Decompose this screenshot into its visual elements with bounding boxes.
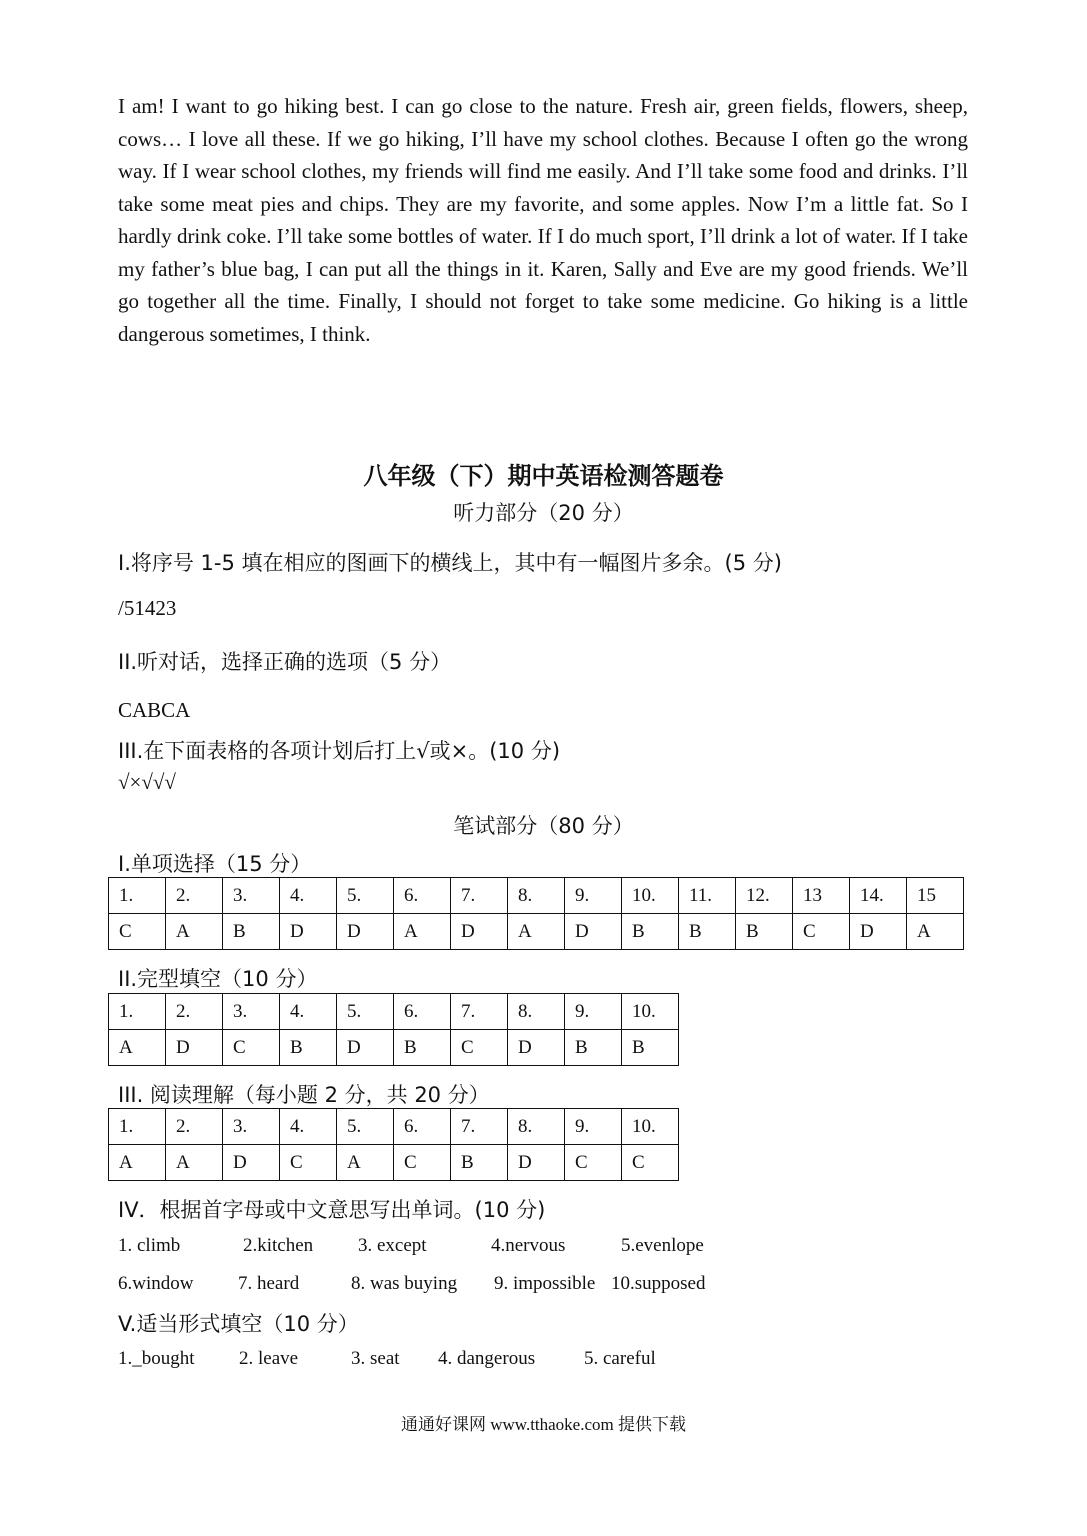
- question-number-cell: 9.: [565, 994, 622, 1030]
- answer-cell: D: [223, 1145, 280, 1181]
- answer-row: [109, 1145, 679, 1181]
- question-number-cell: 7.: [451, 1109, 508, 1145]
- answer-cell: D: [508, 1145, 565, 1181]
- question-number-cell: 10.: [622, 878, 679, 914]
- listening-q3-answer: √×√√√: [118, 770, 176, 794]
- answer-cell: C: [793, 914, 850, 950]
- answer-cell: D: [280, 914, 337, 950]
- word-answer: 9. impossible: [494, 1273, 596, 1294]
- answer-cell: D: [451, 914, 508, 950]
- section2-answer-table: [108, 993, 679, 1066]
- word-answer: 4. dangerous: [438, 1348, 536, 1369]
- word-answer: 2.kitchen: [243, 1235, 314, 1256]
- answer-cell: B: [451, 1145, 508, 1181]
- question-number-cell: 9.: [565, 878, 622, 914]
- answer-cell: B: [679, 914, 736, 950]
- answer-cell: D: [508, 1030, 565, 1066]
- section4-words-row1: [118, 1235, 761, 1257]
- answer-cell: A: [109, 1145, 166, 1181]
- word-answer: 1. climb: [118, 1235, 181, 1256]
- question-number-cell: 3.: [223, 878, 280, 914]
- answer-cell: A: [337, 1145, 394, 1181]
- question-number-cell: 7.: [451, 878, 508, 914]
- question-number-cell: 8.: [508, 1109, 565, 1145]
- question-number-row: [109, 878, 964, 914]
- question-number-cell: 4.: [280, 1109, 337, 1145]
- answer-cell: B: [280, 1030, 337, 1066]
- answer-cell: B: [565, 1030, 622, 1066]
- answer-sheet-title: 八年级（下）期中英语检测答题卷: [363, 462, 724, 490]
- answer-cell: C: [394, 1145, 451, 1181]
- answer-cell: B: [622, 1030, 679, 1066]
- question-number-cell: 10.: [622, 994, 679, 1030]
- section1-label: I.单项选择（15 分）: [118, 852, 312, 876]
- listening-heading: 听力部分（20 分）: [453, 501, 634, 525]
- answer-cell: D: [166, 1030, 223, 1066]
- section4-words-row2: [118, 1273, 751, 1295]
- listening-q1-label: I.将序号 1-5 填在相应的图画下的横线上，其中有一幅图片多余。(5 分): [118, 551, 782, 575]
- answer-cell: C: [565, 1145, 622, 1181]
- question-number-cell: 4.: [280, 994, 337, 1030]
- section3-label: III. 阅读理解（每小题 2 分，共 20 分）: [118, 1083, 490, 1107]
- footer-credit: 通通好课网 www.tthaoke.com 提供下载: [400, 1415, 687, 1434]
- section5-words-row1: [118, 1348, 694, 1370]
- answer-cell: A: [907, 914, 964, 950]
- question-number-cell: 5.: [337, 1109, 394, 1145]
- section2-label: II.完型填空（10 分）: [118, 967, 318, 991]
- answer-cell: B: [223, 914, 280, 950]
- answer-cell: D: [565, 914, 622, 950]
- listening-q3-label: III.在下面表格的各项计划后打上√或×。(10 分): [118, 739, 561, 763]
- listening-q1-answer: /51423: [118, 596, 177, 620]
- word-answer: 5.evenlope: [621, 1235, 704, 1256]
- word-answer: 4.nervous: [491, 1235, 566, 1256]
- answer-cell: C: [223, 1030, 280, 1066]
- question-number-cell: 2.: [166, 1109, 223, 1145]
- answer-cell: D: [337, 914, 394, 950]
- answer-cell: C: [451, 1030, 508, 1066]
- answer-cell: A: [166, 914, 223, 950]
- word-answer: 1._bought: [118, 1348, 195, 1369]
- answer-cell: C: [280, 1145, 337, 1181]
- question-number-cell: 12.: [736, 878, 793, 914]
- question-number-cell: 3.: [223, 994, 280, 1030]
- answer-cell: A: [166, 1145, 223, 1181]
- listening-q2-answer: CABCA: [118, 698, 191, 722]
- question-number-cell: 6.: [394, 878, 451, 914]
- word-answer: 8. was buying: [351, 1273, 458, 1294]
- question-number-cell: 2.: [166, 994, 223, 1030]
- answer-cell: D: [850, 914, 907, 950]
- question-number-cell: 1.: [109, 994, 166, 1030]
- answer-row: [109, 914, 964, 950]
- written-heading: 笔试部分（80 分）: [453, 814, 634, 838]
- word-answer: 7. heard: [238, 1273, 300, 1294]
- question-number-cell: 6.: [394, 1109, 451, 1145]
- section4-label: IV．根据首字母或中文意思写出单词。(10 分): [118, 1198, 546, 1222]
- question-number-cell: 5.: [337, 994, 394, 1030]
- question-number-cell: 3.: [223, 1109, 280, 1145]
- question-number-cell: 1.: [109, 878, 166, 914]
- word-answer: 2. leave: [239, 1348, 299, 1369]
- answer-cell: B: [394, 1030, 451, 1066]
- answer-cell: C: [109, 914, 166, 950]
- question-number-cell: 8.: [508, 994, 565, 1030]
- question-number-row: [109, 994, 679, 1030]
- answer-cell: B: [736, 914, 793, 950]
- question-number-cell: 13: [793, 878, 850, 914]
- word-answer: 10.supposed: [611, 1273, 706, 1294]
- question-number-row: [109, 1109, 679, 1145]
- answer-cell: A: [394, 914, 451, 950]
- question-number-cell: 11.: [679, 878, 736, 914]
- essay-paragraph: I am! I want to go hiking best. I can go close to the nature. Fresh air, green fields, flowers, sheep, cows… I love all these. If we go hiking, I’ll have my school clothes. Because I often go the wrong way. If I wear school clothes, my friends will find me easily. And I’ll take some food and drinks. I’ll take some meat pies and chips. They are my favorite, and some apples. Now I’m a little fat. So I hardly drink coke. I’ll take some bottles of water. If I do much sport, I’ll drink a lot of water. If I take my father’s blue bag, I can put all the things in it. Karen, Sally and Eve are my good friends. We’ll go together all the time. Finally, I should not forget to take some medicine. Go hiking is a little dangerous sometimes, I think.: [118, 94, 968, 346]
- word-answer: 3. seat: [351, 1348, 400, 1369]
- question-number-cell: 2.: [166, 878, 223, 914]
- question-number-cell: 14.: [850, 878, 907, 914]
- question-number-cell: 9.: [565, 1109, 622, 1145]
- question-number-cell: 10.: [622, 1109, 679, 1145]
- question-number-cell: 4.: [280, 878, 337, 914]
- word-answer: 5. careful: [584, 1348, 656, 1369]
- question-number-cell: 1.: [109, 1109, 166, 1145]
- question-number-cell: 8.: [508, 878, 565, 914]
- question-number-cell: 6.: [394, 994, 451, 1030]
- section5-label: V.适当形式填空（10 分）: [118, 1312, 359, 1336]
- answer-cell: A: [109, 1030, 166, 1066]
- word-answer: 6.window: [118, 1273, 194, 1294]
- answer-cell: C: [622, 1145, 679, 1181]
- word-answer: 3. except: [358, 1235, 427, 1256]
- section3-answer-table: [108, 1108, 679, 1181]
- question-number-cell: 5.: [337, 878, 394, 914]
- answer-cell: A: [508, 914, 565, 950]
- answer-cell: B: [622, 914, 679, 950]
- answer-cell: D: [337, 1030, 394, 1066]
- question-number-cell: 7.: [451, 994, 508, 1030]
- question-number-cell: 15: [907, 878, 964, 914]
- answer-row: [109, 1030, 679, 1066]
- section1-answer-table: [108, 877, 964, 950]
- listening-q2-label: II.听对话，选择正确的选项（5 分）: [118, 650, 452, 674]
